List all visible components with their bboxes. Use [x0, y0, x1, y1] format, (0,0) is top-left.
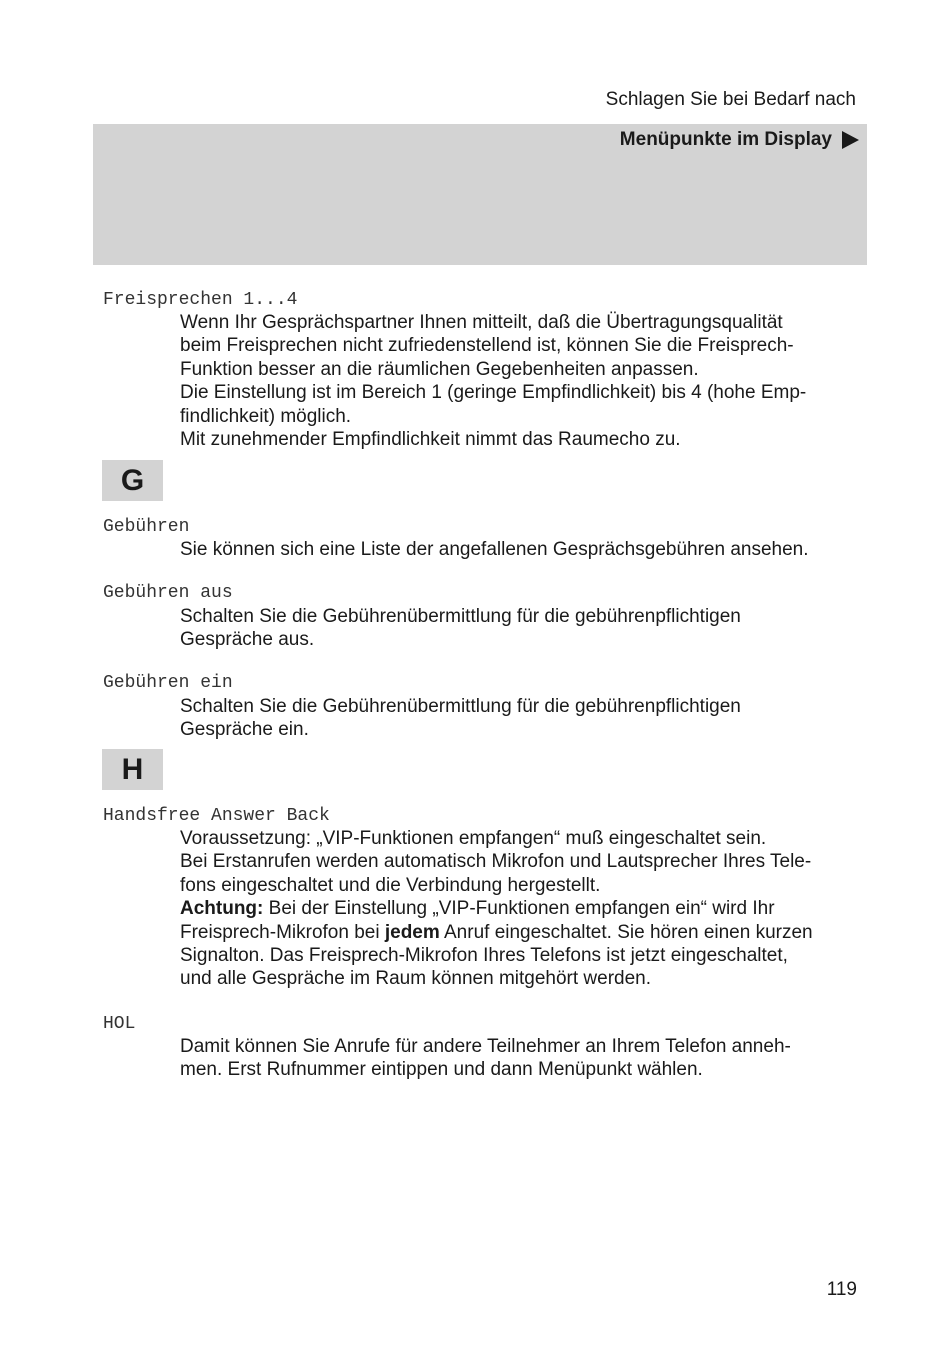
desc-gebuehren [180, 538, 870, 561]
term-hol: HOL [103, 1014, 136, 1034]
desc-line: Wenn Ihr Gesprächspartner Ihnen mitteilt, daß die Übertragungsqualität [180, 312, 783, 333]
desc-text: Anruf eingeschaltet. Sie hören einen kurzen [439, 921, 813, 943]
desc-line: Bei Erstanrufen werden automatisch Mikrofon und Lautsprecher Ihres Tele- [180, 851, 812, 873]
desc-line: fons eingeschaltet und die Verbindung hergestellt. [180, 874, 601, 896]
desc-line: Mit zunehmender Empfindlichkeit nimmt das Raumecho zu. [180, 429, 681, 451]
desc-line [180, 897, 870, 920]
desc-line: Gespräche ein. [180, 719, 309, 741]
desc-line: findlichkeit) möglich. [180, 405, 352, 427]
desc-line: Gespräche aus. [180, 629, 315, 651]
desc-line [180, 921, 870, 944]
desc-freisprechen [180, 311, 870, 451]
term-handsfree: Handsfree Answer Back [103, 806, 330, 826]
desc-line: Signalton. Das Freisprech-Mikrofon Ihres Telefons ist jetzt eingeschaltet, [180, 945, 788, 967]
desc-hol [180, 1035, 870, 1082]
desc-line: Funktion besser an die räumlichen Gegebenheiten anpassen. [180, 358, 699, 380]
emphasis-jedem: jedem [384, 921, 440, 943]
section-band [93, 124, 867, 265]
letter-heading-h: H [102, 749, 163, 790]
achtung-label: Achtung: [180, 898, 264, 920]
desc-text: Bei der Einstellung „VIP-Funktionen empfangen ein“ wird Ihr [263, 898, 775, 920]
desc-line: und alle Gespräche im Raum können mitgehört werden. [180, 968, 652, 990]
term-freisprechen: Freisprechen 1...4 [103, 290, 298, 310]
desc-line: Die Einstellung ist im Bereich 1 (geringe Empfindlichkeit) bis 4 (hohe Emp- [180, 382, 807, 404]
page-number: 119 [826, 1279, 857, 1300]
desc-line: beim Freisprechen nicht zufriedenstellend ist, können Sie die Freisprech- [180, 335, 794, 357]
term-gebuehren-ein: Gebühren ein [103, 673, 233, 693]
desc-line: Schalten Sie die Gebührenübermittlung für die gebührenpflichtigen [180, 606, 741, 627]
desc-gebuehren-aus [180, 605, 870, 652]
letter-heading-g: G [102, 460, 163, 501]
header-kicker: Schlagen Sie bei Bedarf nach [605, 89, 856, 110]
term-gebuehren-aus: Gebühren aus [103, 583, 233, 603]
desc-line: men. Erst Rufnummer eintippen und dann Menüpunkt wählen. [180, 1059, 703, 1081]
desc-gebuehren-ein [180, 695, 870, 742]
term-gebuehren: Gebühren [103, 517, 190, 537]
band-title [620, 128, 859, 152]
desc-line: Voraussetzung: „VIP-Funktionen empfangen“ muß eingeschaltet sein. [180, 828, 767, 849]
desc-line: Damit können Sie Anrufe für andere Teilnehmer an Ihrem Telefon anneh- [180, 1036, 791, 1057]
desc-text: Freisprech-Mikrofon bei [180, 921, 385, 943]
triangle-right-icon [842, 131, 859, 149]
desc-line: Schalten Sie die Gebührenübermittlung für die gebührenpflichtigen [180, 696, 741, 717]
desc-line: Sie können sich eine Liste der angefallenen Gesprächsgebühren ansehen. [180, 539, 809, 560]
band-title-text: Menüpunkte im Display [619, 129, 832, 150]
desc-handsfree [180, 827, 870, 991]
